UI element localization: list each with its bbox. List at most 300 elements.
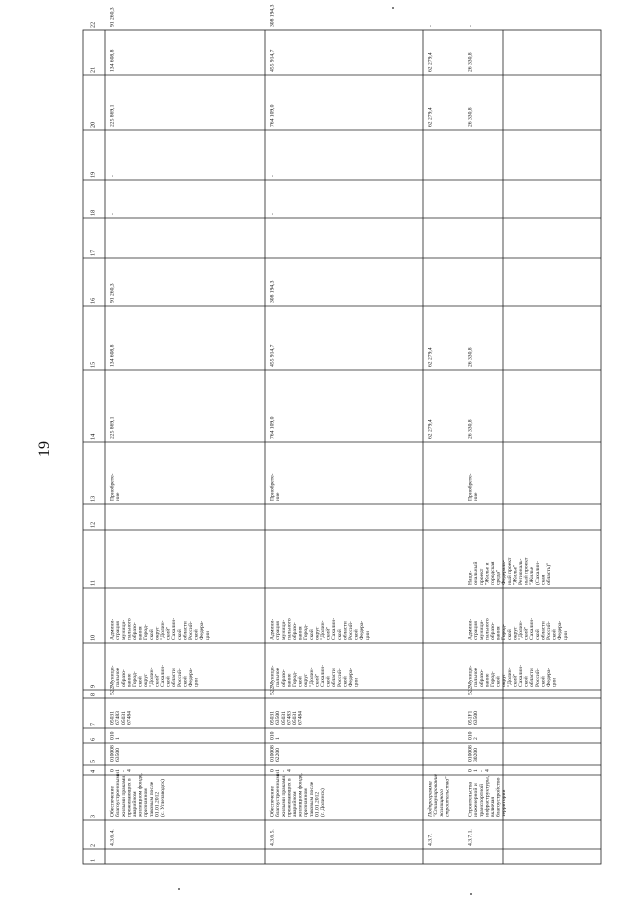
row2-c10-line: страция	[275, 621, 282, 640]
row4-c5	[468, 745, 480, 762]
row4-c8-line: 522	[467, 686, 474, 695]
row1-c9-line: Сахалин-	[160, 664, 166, 687]
row2-c22	[270, 4, 276, 27]
row2-c21-line: 455 914,7	[269, 49, 276, 72]
row4-c9-line: Федера-	[546, 667, 552, 687]
row4-c5-line: 30200	[473, 748, 480, 762]
row2-c9-line: ции	[353, 678, 360, 687]
row1-c10-line: Федера-	[199, 620, 206, 640]
row1-c19	[110, 175, 116, 177]
row4-c10-line: ской	[506, 629, 513, 640]
row2-c9-line: "Долин-	[308, 667, 315, 687]
row1-c9-line: ской	[165, 676, 172, 687]
row4-c15	[468, 347, 474, 367]
row2-c10-line: вания	[297, 626, 304, 640]
row4-c10-line: "Долин-	[518, 620, 524, 640]
column-number	[90, 580, 97, 586]
row4-c3-line: включая	[490, 797, 496, 817]
column-number-text: 9	[89, 684, 97, 688]
row2-c7-line: 67484	[297, 711, 304, 725]
row3-c22	[428, 25, 434, 27]
row1-c7-line: 05031	[109, 711, 116, 725]
row1-c10-line: Админи-	[109, 618, 116, 640]
row1-c10-line: ской	[148, 629, 155, 640]
row4-c9-line: пальное	[473, 667, 480, 687]
row4-c15-line: 26 330,8	[467, 347, 474, 367]
row1-c6-line: 1	[115, 737, 122, 740]
row3-c3-line: жилищного	[438, 788, 445, 817]
row4-c13	[467, 473, 480, 501]
row4-c10-line: Город-	[501, 624, 508, 640]
row3-c21	[428, 52, 434, 72]
row1-c20-line: 225 869,1	[109, 104, 116, 127]
column-number-text: 8	[89, 692, 97, 696]
row1-c7-line: 67483	[115, 711, 122, 725]
row4-c14-line: 26 330,8	[467, 419, 474, 439]
row1-c14-line: 225 869,1	[109, 416, 116, 439]
column-number-text: 1	[89, 858, 97, 862]
row2-c19-line: -	[269, 175, 276, 177]
row4-c9-line: Сахалин-	[518, 664, 524, 687]
row1-c14	[110, 416, 116, 439]
row1-c6	[110, 731, 122, 740]
row1-c19-line: -	[109, 175, 116, 177]
row4-c11-line: область)"	[546, 562, 552, 585]
scan-speck	[178, 888, 180, 890]
row1-c9-line: области	[171, 668, 178, 687]
row2-c10-line: ской	[353, 629, 360, 640]
row1-c9-line: "Долин-	[148, 667, 155, 687]
row1-c10-line: Сахалин-	[171, 617, 178, 640]
column-number	[90, 298, 97, 304]
row1-c10-line: муници-	[120, 619, 127, 640]
row2-c3-line: (г. Долинск)	[320, 788, 326, 817]
column-number	[90, 723, 97, 726]
row1-c10-line: Россий-	[188, 621, 194, 640]
column-number-text: 13	[89, 495, 97, 502]
column-number	[90, 362, 97, 368]
row4-c9-line: ский"	[512, 673, 519, 687]
row4-c3-line: инфраструктуры,	[484, 775, 491, 817]
row1-c3-line: Обеспечение	[109, 785, 116, 817]
row1-c9-line: ский"	[154, 673, 161, 687]
row4-c11-line: проект	[478, 568, 485, 585]
row4-c4-line: -	[478, 770, 485, 772]
row4-c10-line: страция	[473, 621, 480, 640]
row2-c10-line: Федера-	[359, 620, 366, 640]
row1-c3-line: благоустроенными	[115, 772, 122, 817]
row2-c9-line: Россий-	[336, 668, 343, 687]
column-number-text: 2	[89, 843, 97, 847]
row3-c20	[428, 107, 434, 127]
row2-c20	[270, 104, 276, 127]
row1-c2-line: 4.3.6.4.	[109, 829, 116, 846]
row2-c7-line: 63500	[275, 711, 282, 725]
row4-c10-line: Сахалин-	[529, 617, 536, 640]
row2-c9	[270, 665, 360, 687]
column-number	[90, 250, 97, 256]
row2-c3-line: таковым после	[308, 781, 315, 817]
column-number	[90, 815, 97, 818]
row2-c13-line: Приобрете-	[269, 473, 276, 501]
column-number-text: 10	[89, 634, 97, 641]
row3-c20-line: 62 279,4	[427, 107, 434, 127]
page-number: 19	[36, 441, 53, 457]
row2-c6-line: 010	[269, 731, 276, 740]
row1-c9	[110, 665, 200, 687]
column-number-text: 22	[89, 21, 97, 28]
row4-c10-line: ский"	[523, 626, 530, 640]
row1-c10-line: страция	[115, 621, 122, 640]
row4-c6-line: 010	[467, 731, 474, 740]
column-number	[90, 844, 97, 847]
row1-c9-line: Россий-	[176, 668, 183, 687]
column-number-text: 16	[89, 297, 97, 304]
column-number-text: 5	[89, 759, 97, 763]
row1-c4-line: 1	[115, 769, 122, 772]
row3-c2	[428, 833, 434, 846]
column-number	[90, 434, 97, 440]
row2-c3-line: 01.01.2012	[314, 791, 321, 817]
row4-c7-line: 63500	[473, 711, 480, 725]
row4-c11-line: Наци-	[467, 570, 474, 585]
row2-c6-line: 1	[275, 737, 282, 740]
row4-c10-line: вания	[495, 626, 502, 640]
row1-c7	[110, 711, 133, 725]
row4-c9-line: "Долин-	[506, 667, 513, 687]
row4-c13-line: Приобрете-	[467, 473, 474, 501]
scan-speck	[470, 893, 472, 895]
row4-c9-line: ской	[523, 676, 530, 687]
row2-c3-line: Обеспечение	[269, 785, 276, 817]
row2-c9-line: округ	[303, 673, 310, 687]
row4-c2-line: 4.3.7.1.	[467, 829, 474, 846]
row4-c11-line: Региональ-	[518, 558, 524, 585]
row2-c18	[270, 213, 276, 215]
row2-c6	[270, 731, 282, 740]
row4-c9-line: округ	[501, 673, 508, 687]
row3-c3-line: строительства"	[444, 776, 451, 817]
row4-c10-line: ской	[534, 629, 541, 640]
row4-c9-line: области	[529, 668, 536, 687]
row2-c14	[270, 416, 276, 439]
row4-c9-line: Муници-	[467, 665, 474, 687]
row2-c10-line: округ	[314, 626, 321, 640]
row1-c3-line: жилыми праками,	[120, 774, 127, 817]
row4-c22	[468, 25, 474, 27]
row4-c11-line: среда"	[495, 569, 502, 585]
row4-c5-line: 010008	[467, 745, 474, 762]
row1-c8-line: 522	[109, 686, 116, 695]
row2-c2-line: 4.3.6.5.	[269, 829, 276, 846]
row3-c15	[428, 347, 434, 367]
row1-c10-line: образо-	[132, 622, 138, 640]
row3-c3-line: Подпрограмма	[427, 781, 434, 817]
row1-c9-line: пальное	[115, 667, 122, 687]
row4-c11-line: (Сахалин-	[534, 561, 541, 585]
column-number	[90, 635, 97, 641]
row2-c10-line: муници-	[280, 619, 287, 640]
row1-c10	[110, 618, 211, 640]
row4-c10-line: Россий-	[546, 621, 552, 640]
row4-c11-line: "Жилье	[529, 566, 536, 585]
row1-c10-line: области	[182, 621, 189, 640]
row1-c10-line: "Долин-	[160, 620, 166, 640]
row4-c11-line: Федераль-	[501, 560, 508, 585]
column-number-text: 11	[89, 580, 97, 586]
row1-c4-line: 0	[109, 769, 116, 772]
row4-c10-line: области	[540, 621, 547, 640]
row1-c4	[110, 769, 133, 772]
row1-c10-line: ский"	[165, 626, 172, 640]
row4-c11	[468, 557, 552, 585]
row4-c10	[468, 618, 569, 640]
row2-c3-line: проживающих в	[286, 778, 293, 817]
column-number-text: 21	[89, 66, 97, 73]
column-number	[90, 738, 97, 741]
row1-c10-line: ской	[176, 629, 183, 640]
document-table	[83, 4, 601, 864]
row2-c10-line: Сахалин-	[331, 617, 338, 640]
row4-c20-line: 26 330,8	[467, 107, 474, 127]
row2-c9-line: Федера-	[348, 667, 354, 687]
row1-c10-line: Город-	[143, 624, 150, 640]
column-number	[90, 122, 97, 128]
row2-c7-line: 05031	[269, 711, 276, 725]
column-number-text: 7	[89, 722, 97, 726]
row2-c10-line: ской	[308, 629, 315, 640]
row1-c16-line: 91 260,3	[109, 283, 116, 303]
table-border	[83, 30, 601, 864]
row1-c10-line: вания	[137, 626, 144, 640]
row2-c10-line: Россий-	[348, 621, 354, 640]
row2-c21	[270, 49, 276, 72]
row1-c9-line: вание	[126, 673, 133, 687]
row2-c4	[270, 769, 293, 772]
row2-c3-line: жилищном фонде,	[297, 773, 304, 817]
row4-c10-line: округ	[512, 626, 519, 640]
row1-c18	[110, 213, 116, 215]
row2-c16	[270, 280, 276, 303]
column-number	[90, 859, 97, 862]
row1-c13-line: ние	[115, 492, 122, 501]
row4-c9-line: ской	[495, 676, 502, 687]
row2-c10-line: ский"	[325, 626, 332, 640]
row2-c2	[270, 829, 276, 846]
table-text	[90, 4, 569, 862]
row2-c10	[270, 618, 371, 640]
row4-c20	[468, 107, 474, 127]
row4-c11-line: "Жилье и	[484, 562, 491, 585]
row1-c3-line: (с. Углезаводск)	[160, 779, 166, 817]
row2-c9-line: ский"	[314, 673, 321, 687]
row4-c9	[468, 665, 558, 687]
row4-c4	[468, 769, 491, 772]
row1-c3-line: аварийном	[132, 791, 138, 817]
row1-c15	[110, 344, 116, 367]
table-grid	[83, 30, 601, 864]
row2-c9-line: вание	[286, 673, 293, 687]
row1-c3-line: признанном	[143, 788, 150, 817]
column-number-text: 4	[89, 769, 97, 773]
row2-c3-line: аварийном	[292, 791, 298, 817]
row2-c4-line: 0	[269, 769, 276, 772]
row2-c10-line: образо-	[292, 622, 298, 640]
row4-c9-line: вание	[484, 673, 491, 687]
column-number	[90, 172, 97, 178]
row4-c14	[468, 419, 474, 439]
column-number	[90, 693, 97, 696]
row4-c6	[468, 731, 480, 740]
row4-c10-line: ской	[551, 629, 558, 640]
row4-c9-line: ской	[540, 676, 547, 687]
row1-c5	[110, 745, 122, 762]
row2-c5-line: 010008	[269, 745, 276, 762]
row4-c7	[468, 710, 480, 725]
row1-c15-line: 134 608,8	[109, 344, 116, 367]
row1-c9-line: ции	[193, 678, 200, 687]
row4-c7-line: 051F1	[467, 710, 474, 725]
row1-c9-line: образо-	[120, 669, 127, 687]
row2-c9-line: ской	[325, 676, 332, 687]
column-number-text: 6	[89, 737, 97, 741]
row1-c13-line: Приобрете-	[109, 473, 116, 501]
row2-c5	[270, 745, 282, 762]
row4-c3-line: Строительства	[467, 781, 474, 817]
row4-c9-line: Город-	[490, 671, 496, 687]
row4-c11-line: ный проект	[523, 557, 530, 585]
row1-c5-line: 63500	[115, 748, 122, 762]
row2-c3-line: жилыми праками,	[280, 774, 287, 817]
row1-c9-line: ской	[182, 676, 189, 687]
row2-c7-line: 05031	[292, 711, 298, 725]
row1-c9-line: округ	[143, 673, 150, 687]
row3-c3-line: "Стимулирование	[433, 774, 440, 817]
row4-c10-line: Админи-	[467, 618, 474, 640]
column-number	[90, 685, 97, 688]
row2-c10-line: Админи-	[269, 618, 276, 640]
row1-c18-line: -	[109, 213, 116, 215]
row2-c14-line: 764 109,0	[269, 416, 276, 439]
row2-c19	[270, 175, 276, 177]
row1-c9-line: Муници-	[109, 665, 116, 687]
row4-c10-line: образо-	[490, 622, 496, 640]
row4-c4-line: 4	[484, 769, 491, 772]
row2-c16-line: 308 194,3	[269, 280, 276, 303]
column-number-text: 20	[89, 121, 97, 128]
column-number-text: 12	[89, 521, 97, 528]
row4-c3-line: благоустройство	[495, 777, 502, 817]
column-number	[90, 770, 97, 773]
row2-c5-line: 62200	[275, 748, 282, 762]
row4-c21	[468, 52, 474, 72]
row3-c22-line: -	[427, 25, 434, 27]
row2-c20-line: 764 109,0	[269, 104, 276, 127]
row3-c21-line: 62 279,4	[427, 52, 434, 72]
column-number	[90, 210, 97, 216]
row2-c10-line: "Долин-	[320, 620, 326, 640]
row2-c4-line: -	[280, 770, 287, 772]
row1-c10-line: округ	[154, 626, 161, 640]
row2-c10-line: ской	[336, 629, 343, 640]
column-number	[90, 22, 97, 28]
row2-c13-line: ние	[275, 492, 282, 501]
column-number-text: 15	[89, 361, 97, 368]
row4-c11-line: ская	[540, 574, 547, 585]
row1-c7-line: 67484	[126, 711, 133, 725]
row1-c21	[110, 49, 116, 72]
row1-c3-line: жилищном фонде,	[137, 773, 144, 817]
row1-c10-line: ской	[193, 629, 200, 640]
row4-c4-line: 0	[467, 769, 474, 772]
row1-c3	[109, 772, 166, 818]
row2-c10-line: области	[342, 621, 349, 640]
row2-c15	[270, 344, 276, 367]
row1-c20	[110, 104, 116, 127]
row1-c22	[110, 7, 116, 27]
row2-c7	[270, 711, 304, 725]
row1-c2	[110, 829, 116, 846]
row2-c3-line: благоустроенными	[275, 772, 282, 817]
row2-c10-line: ции	[364, 631, 371, 640]
row4-c9-line: образо-	[478, 669, 485, 687]
row1-c10-line: ции	[204, 631, 211, 640]
scan-speck	[392, 7, 394, 9]
column-number	[90, 496, 97, 502]
row2-c9-line: ской	[342, 676, 349, 687]
row1-c21-line: 134 608,8	[109, 49, 116, 72]
row2-c10-line: Город-	[303, 624, 310, 640]
column-number-text: 3	[89, 814, 97, 818]
row4-c3	[468, 775, 508, 817]
column-number-text: 14	[89, 433, 97, 440]
row4-c21-line: 26 330,8	[467, 52, 474, 72]
row4-c11-line: городская	[490, 561, 496, 585]
row2-c7-line: 05031	[280, 711, 287, 725]
row4-c22-line: -	[467, 25, 474, 27]
row4-c3-line: инженерной и	[473, 783, 480, 817]
row1-c16	[110, 283, 116, 303]
row4-c11-line: ональный	[473, 561, 480, 585]
row1-c9-line: ской	[137, 676, 144, 687]
row2-c9-line: Город-	[292, 671, 298, 687]
row4-c9-line: ции	[551, 678, 558, 687]
row3-c2-line: 4.3.7.	[427, 833, 434, 846]
row2-c22-line: 308 194,3	[269, 4, 276, 27]
row4-c4-line: 1	[473, 769, 480, 772]
row1-c13	[109, 473, 122, 501]
row2-c3	[269, 772, 326, 818]
row4-c3-line: территории	[501, 789, 508, 817]
row1-c9-line: Федера-	[188, 667, 194, 687]
row3-c3	[427, 774, 451, 818]
column-number	[90, 760, 97, 763]
row1-c3-line: проживающих в	[126, 778, 133, 817]
row4-c10-line: Федера-	[557, 620, 564, 640]
column-number-text: 19	[89, 171, 97, 178]
row4-c11-line: "Жилье"	[512, 564, 519, 585]
row2-c13	[269, 473, 282, 501]
row1-c22-line: 91 260,3	[109, 7, 116, 27]
row2-c9-line: ской	[297, 676, 304, 687]
row2-c4-line: 4	[286, 769, 293, 772]
row2-c9-line: Муници-	[269, 665, 276, 687]
row2-c9-line: области	[331, 668, 338, 687]
row2-c9-line: Сахалин-	[320, 664, 326, 687]
row4-c10-line: муници-	[478, 619, 485, 640]
row1-c6-line: 010	[109, 731, 116, 740]
row2-c7-line: 67483	[286, 711, 293, 725]
